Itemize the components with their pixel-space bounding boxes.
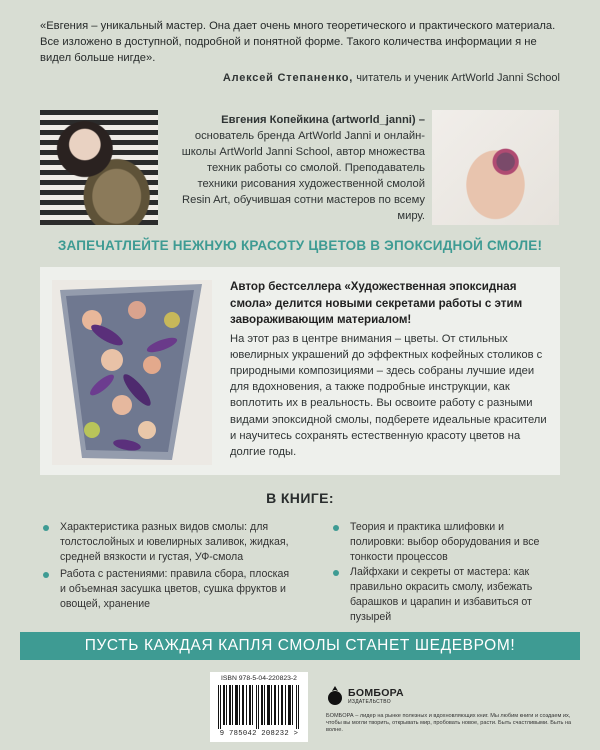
resin-ring-photo [432, 110, 559, 225]
book-body: На этот раз в центре внимания – цветы. От стильных ювелирных украшений до эффектных кофейных столиков с природными композициями – здесь собраны лучшие идеи для вдохновения, а также подробные инструкции, как воплотить их в реальность. Вы освоите работу с разными видами эпоксидной смолы, подберете идеальные красители и научитесь сохранять естественную красоту цветов на долгие годы. [230, 332, 547, 458]
author-bio-name: Евгения Копейкина (artworld_janni) [221, 114, 416, 126]
publisher-note: БОМБОРА – лидер на рынке полезных и вдохновляющих книг. Мы любим книги и создаем их, чтобы вы могли творить, открывать мир, пробовать новое, расти. Быть счастливыми. Быть на волне. [326, 713, 572, 734]
isbn-barcode [210, 672, 308, 742]
resin-tray-photo [52, 280, 212, 465]
slogan-banner: ПУСТЬ КАЖДАЯ КАПЛЯ СМОЛЫ СТАНЕТ ШЕДЕВРОМ! [20, 632, 580, 660]
testimonial-author [223, 72, 560, 84]
bombora-logo-icon [326, 684, 344, 706]
barcode-icon [216, 685, 302, 729]
list-item: Лайфхаки и секреты от мастера: как правильно окрасить смолу, избежать барашков и царапин и избавиться от пузырей [330, 565, 570, 625]
list-item: Характеристика разных видов смолы: для толстослойных и ювелирных заливок, жидкая, средней вязкости и густая, УФ-смола [40, 520, 300, 565]
publisher-sub: ИЗДАТЕЛЬСТВО [348, 699, 391, 705]
list-item: Теория и практика шлифовки и полировки: выбор оборудования и все тонкости процессов [330, 520, 560, 565]
in-book-heading: В КНИГЕ: [266, 490, 334, 506]
author-photo [40, 110, 158, 225]
author-bio-text: основатель бренда ArtWorld Janni и онлайн-школы ArtWorld Janni School, автор множества техник работы со смолой. Преподаватель техники рисования художественной смолой Resin Art, обучившая сотни мастеров по всему миру. [181, 130, 425, 222]
testimonial-quote: «Евгения – уникальный мастер. Она дает очень много теоретического и практического материала. Все изложено в доступной, подробной и понятной форме. Такого количества информации я не видел больше нигде». [40, 20, 556, 64]
tagline: ЗАПЕЧАТЛЕЙТЕ НЕЖНУЮ КРАСОТУ ЦВЕТОВ В ЭПОКСИДНОЙ СМОЛЕ! [57, 238, 543, 253]
author-bio [170, 112, 425, 224]
author-name: Алексей Степаненко, [222, 72, 354, 84]
book-lead: Автор бестселлера «Художественная эпоксидная смола» делится новыми секретами работы с этим завораживающим материалом! [230, 280, 523, 326]
publisher-logo [326, 684, 406, 710]
resin-tray-illustration [52, 280, 212, 465]
author-role: читатель и ученик ArtWorld Janni School [356, 72, 560, 84]
list-item: Работа с растениями: правила сбора, плоская и объемная засушка цветов, сушка фруктов и овощей, хранение [40, 567, 290, 612]
isbn-label: ISBN 978-5-04-220823-2 [221, 675, 297, 682]
publisher-name: БОМБОРА [348, 687, 404, 699]
author-bio-dash: – [415, 114, 425, 126]
book-description [230, 279, 548, 460]
isbn-digits: 9 785042 208232 > [219, 730, 299, 738]
